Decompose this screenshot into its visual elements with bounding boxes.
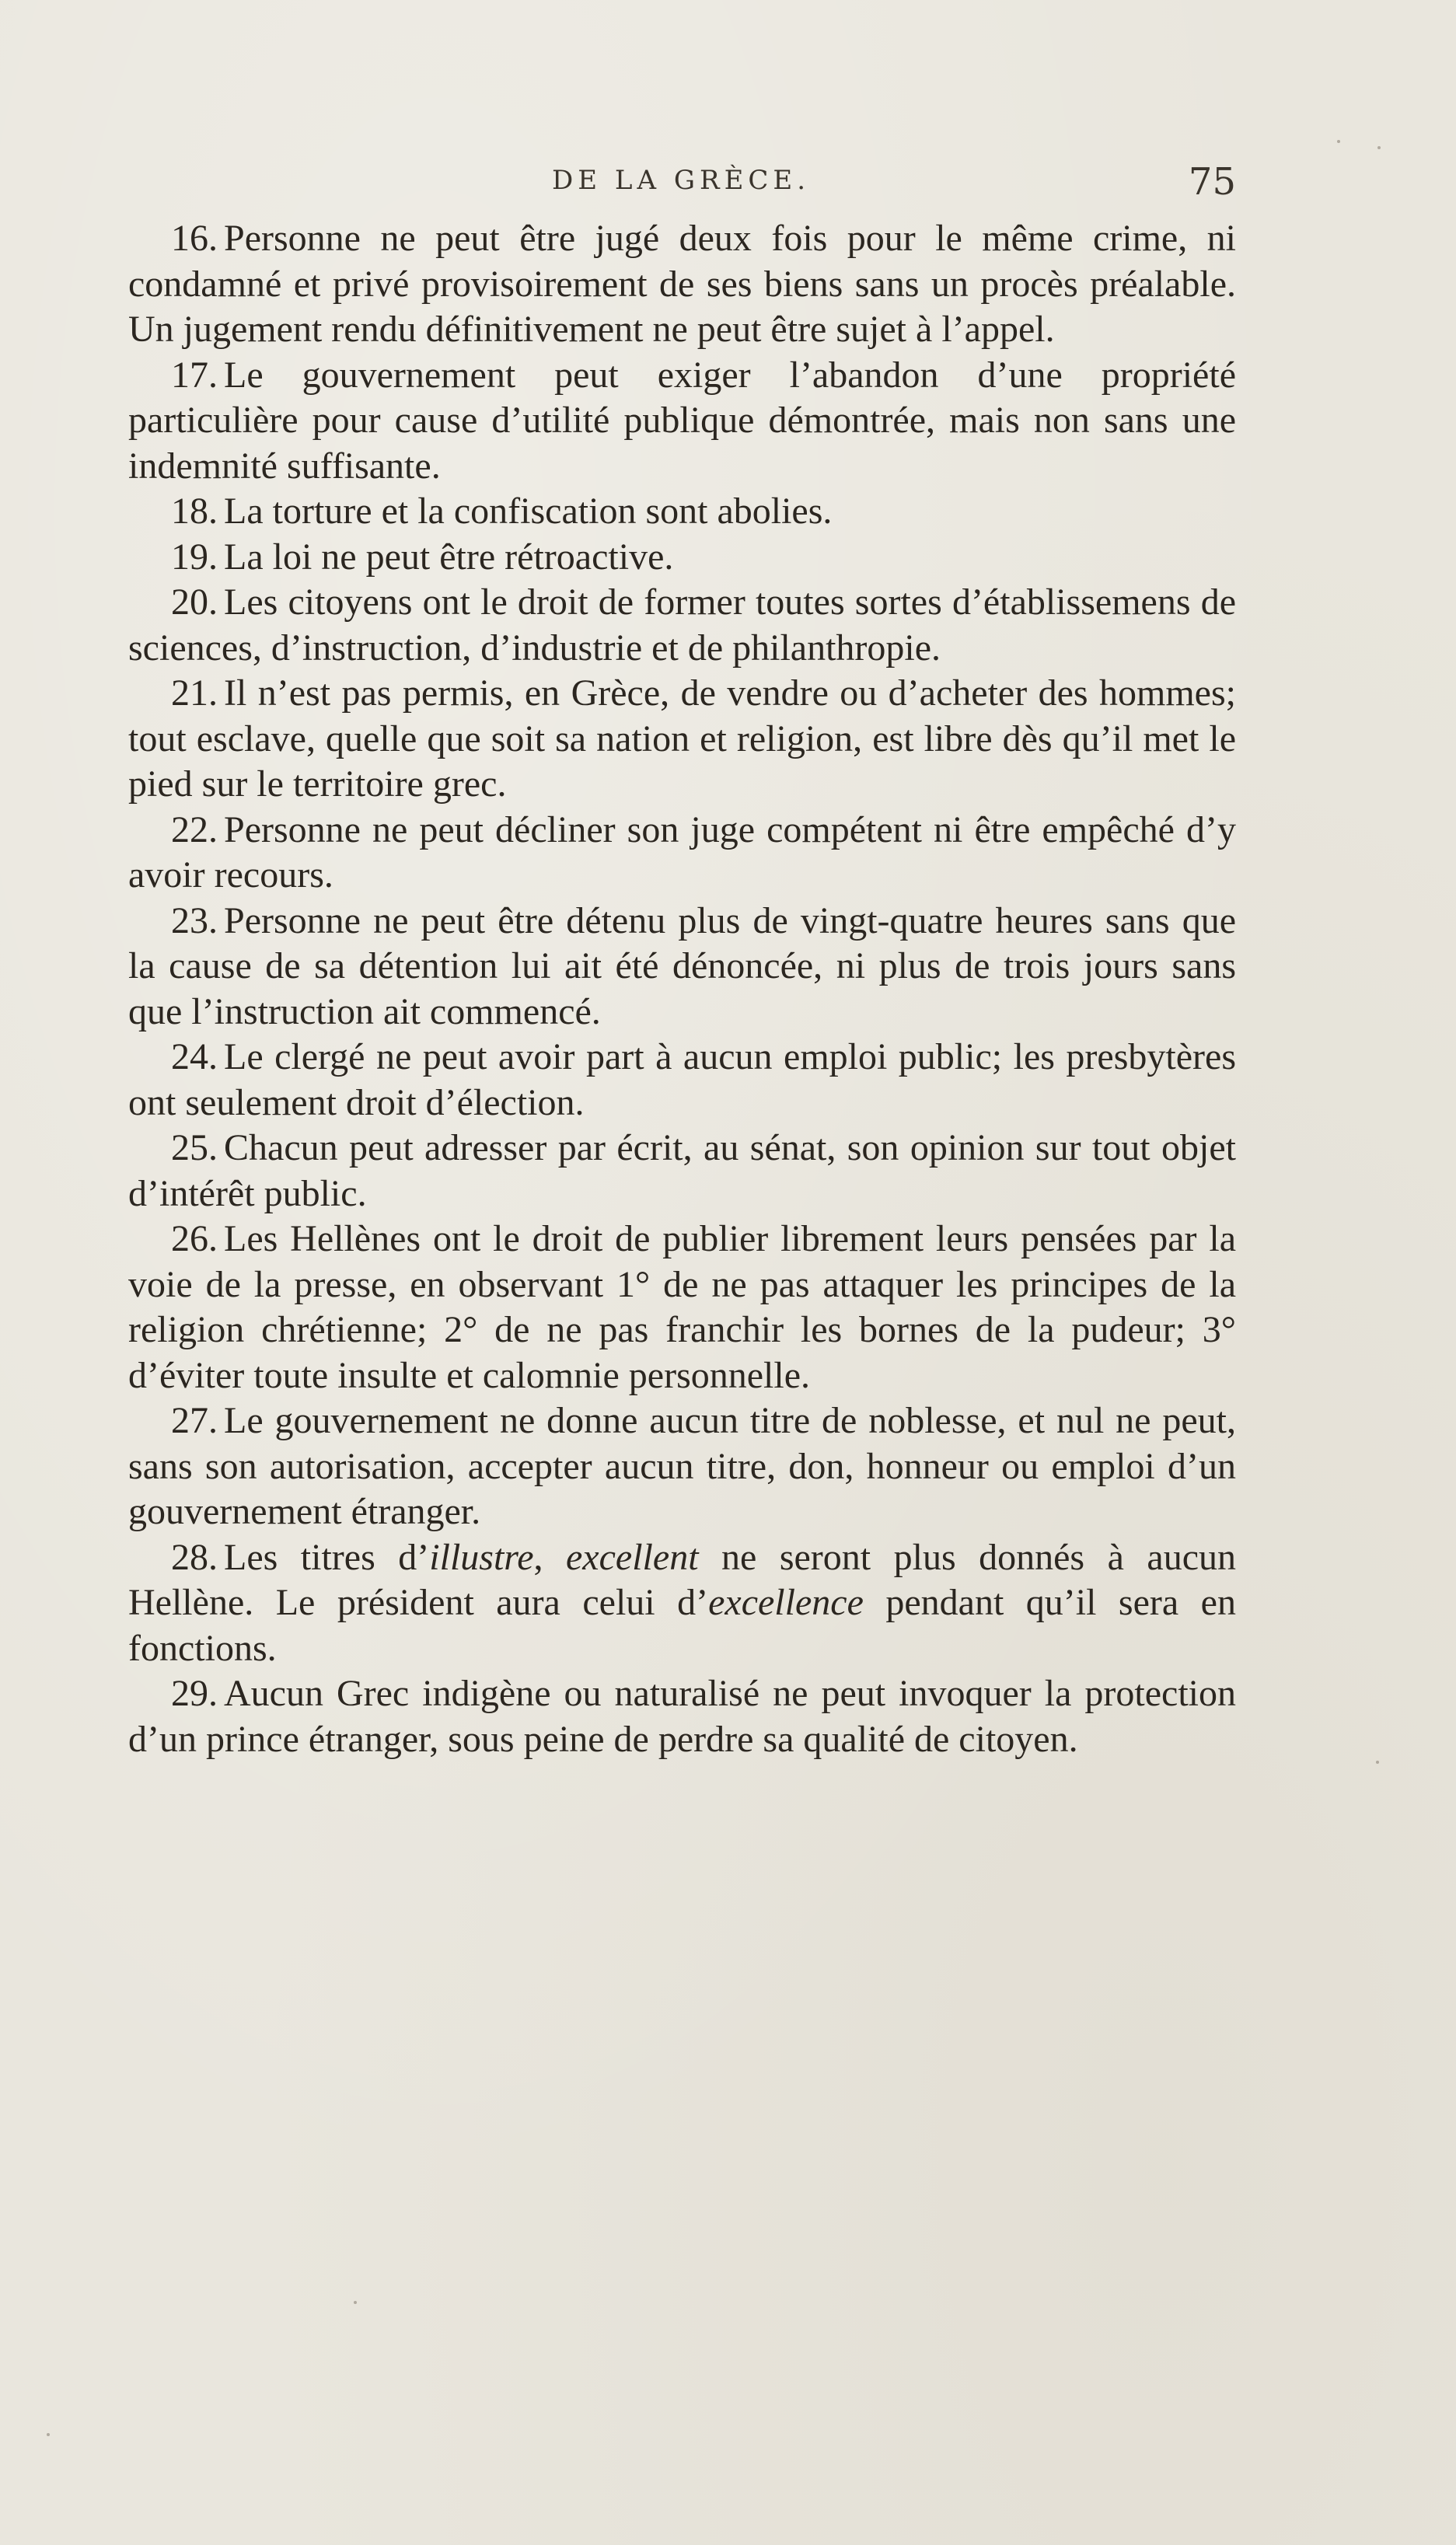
article-text: Personne ne peut être détenu plus de vingt-quatre heures sans que la cause de sa détention lui ait été dénoncée, ni plus de trois jours sans que l’instruction ait commencé. (128, 899, 1236, 1032)
paper-speck (47, 2433, 50, 2436)
article-number: 16. (171, 218, 218, 259)
article-text: Le gouvernement peut exiger l’abandon d’une propriété particulière pour cause d’utilité publique démontrée, mais non sans une indemnité suffisante. (128, 354, 1236, 487)
article-number: 20. (171, 581, 218, 623)
article-text-part: pendant qu’il sera en fonctions. (128, 1582, 1236, 1669)
article-text: Personne ne peut être jugé deux fois pour le même crime, ni condamné et privé provisoirement de ses biens sans un procès préalable. Un jugement rendu définitivement ne peut être sujet à l’appel. (128, 218, 1236, 350)
article-text: Aucun Grec indigène ou naturalisé ne peut invoquer la protection d’un prince étranger, sous peine de perdre sa qualité de citoyen. (128, 1673, 1236, 1760)
running-title: DE LA GRÈCE. (552, 165, 811, 196)
article-text: La loi ne peut être rétroactive. (224, 536, 674, 578)
article-number: 22. (171, 808, 218, 850)
article-text: Il n’est pas permis, en Grèce, de vendre ou d’acheter des hommes; tout esclave, quelle que soit sa nation et religion, est libre dès qu’il met le pied sur le territoire grec. (128, 672, 1236, 805)
paper-speck (1376, 1761, 1379, 1764)
article-text-part: ne seront plus donnés à aucun Hellène. Le président aura celui d’ (128, 1536, 1237, 1623)
italic-term-excellent: excellent (566, 1536, 699, 1578)
article-number: 25. (171, 1127, 218, 1168)
article-number: 29. (171, 1673, 218, 1714)
article-16 (128, 216, 1236, 353)
article-25 (128, 1126, 1236, 1217)
article-27 (128, 1398, 1236, 1535)
article-number: 23. (171, 899, 218, 941)
article-text: Le gouvernement ne donne aucun titre de noblesse, et nul ne peut, sans son autorisation, accepter aucun titre, don, honneur ou emploi d’un gouvernement étranger. (128, 1400, 1236, 1532)
article-24 (128, 1035, 1236, 1126)
article-text: Chacun peut adresser par écrit, au sénat, son opinion sur tout objet d’intérêt public. (128, 1127, 1236, 1214)
paper-speck (354, 2301, 357, 2304)
paper-speck (1337, 140, 1340, 143)
article-number: 21. (171, 672, 218, 714)
article-text: Les Hellènes ont le droit de publier librement leurs pensées par la voie de la presse, en observant 1° de ne pas attaquer les principes de la religion chrétienne; 2° de ne pas franchir les bornes de la pudeur; 3° d’éviter toute insulte et calomnie personnelle. (128, 1218, 1236, 1396)
article-number: 28. (171, 1536, 218, 1578)
article-number: 27. (171, 1400, 218, 1441)
article-26 (128, 1217, 1236, 1398)
article-28 (128, 1535, 1236, 1672)
article-number: 18. (171, 490, 218, 532)
article-text: La torture et la confiscation sont abolies. (224, 490, 833, 532)
article-20 (128, 580, 1236, 671)
article-19 (128, 535, 1236, 581)
article-29 (128, 1671, 1236, 1762)
article-22 (128, 808, 1236, 899)
article-text-part: Les titres d’ (224, 1536, 430, 1578)
article-number: 17. (171, 354, 218, 396)
italic-term-illustre: illustre (429, 1536, 534, 1578)
article-21 (128, 671, 1236, 808)
italic-term-excellence: excellence (708, 1582, 864, 1623)
article-text: Les citoyens ont le droit de former toutes sortes d’établissemens de sciences, d’instruction, d’industrie et de philanthropie. (128, 581, 1236, 669)
article-number: 26. (171, 1218, 218, 1259)
article-text: Personne ne peut décliner son juge compétent ni être empêché d’y avoir recours. (128, 808, 1236, 895)
article-18 (128, 489, 1236, 535)
article-17 (128, 353, 1236, 490)
page-number: 75 (1188, 160, 1236, 204)
body-text (128, 216, 1236, 1762)
paper-speck (1377, 146, 1381, 149)
article-number: 24. (171, 1036, 218, 1077)
article-number: 19. (171, 536, 218, 578)
running-head (132, 160, 1236, 211)
article-text-part: , (533, 1536, 566, 1578)
article-23 (128, 899, 1236, 1035)
article-text: Le clergé ne peut avoir part à aucun emploi public; les presbytères ont seulement droit d’élection. (128, 1036, 1236, 1123)
